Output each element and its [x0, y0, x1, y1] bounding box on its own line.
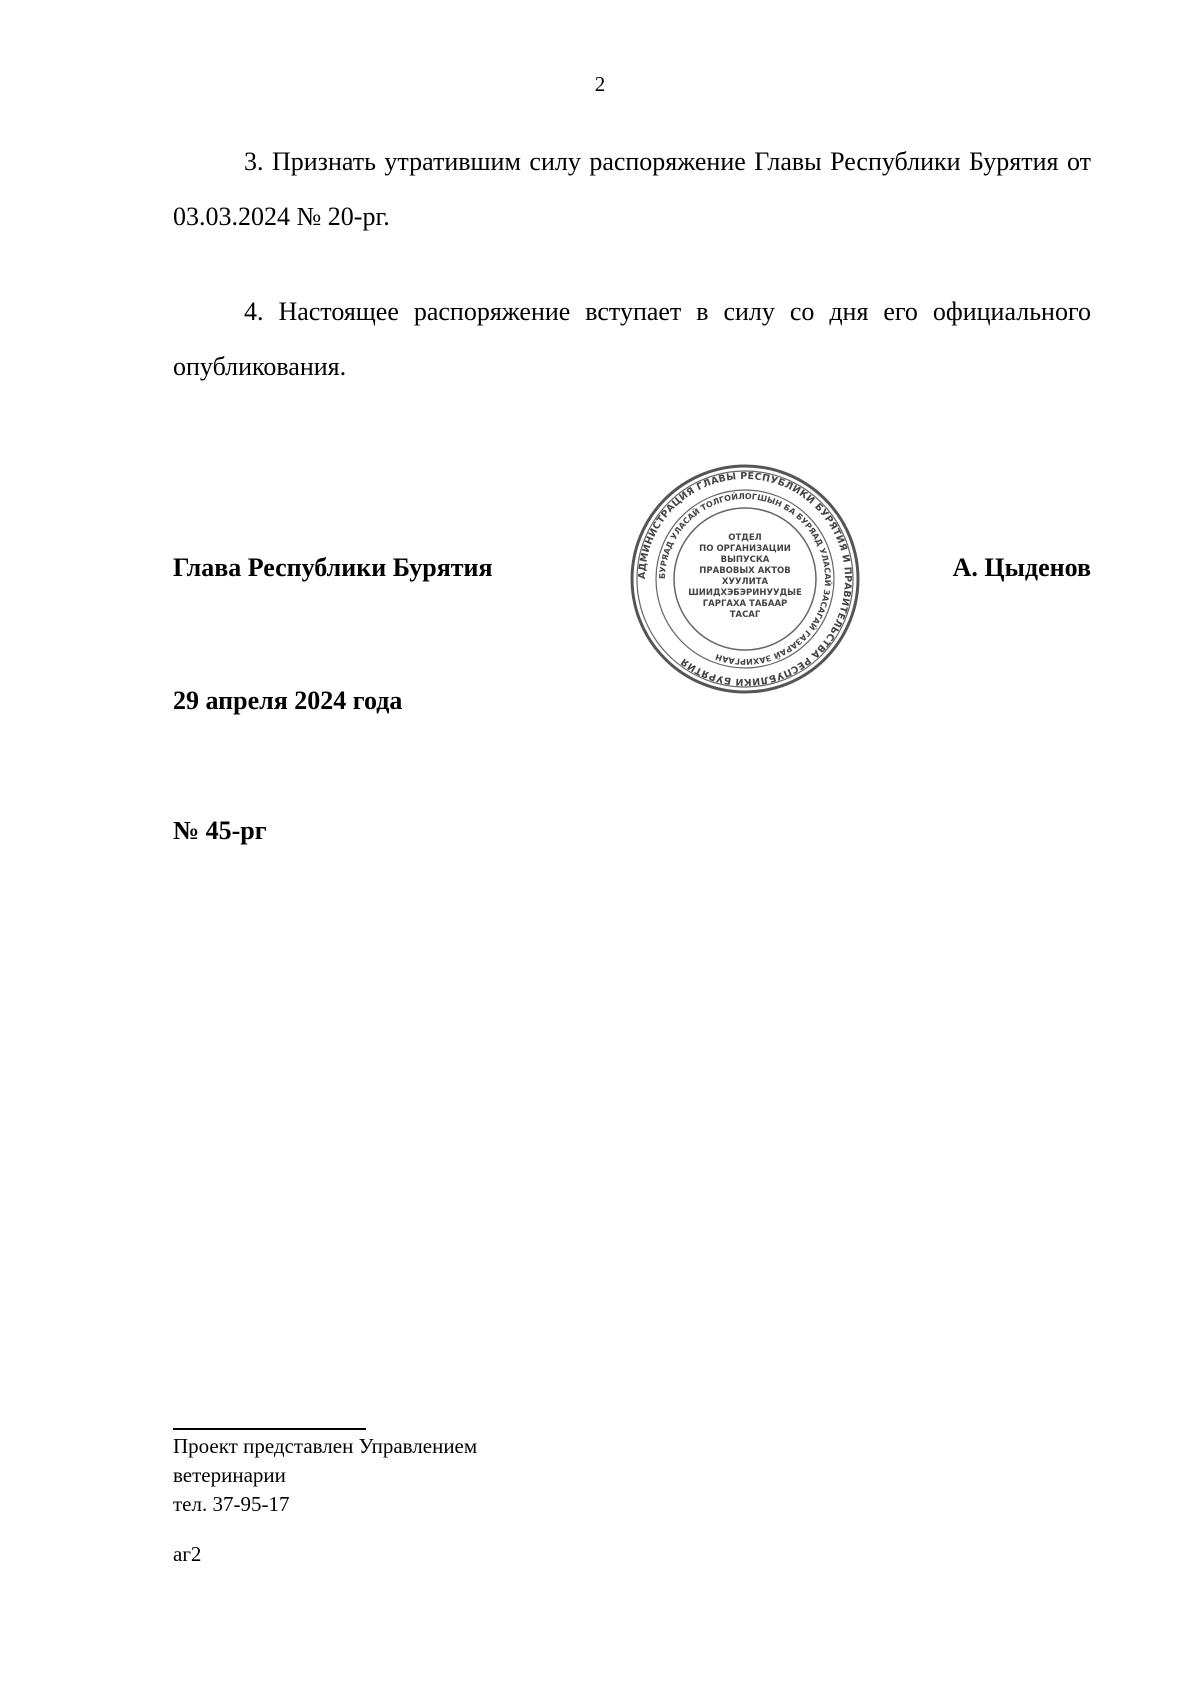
seal-line-4: ПРАВОВЫХ АКТОВ: [699, 566, 791, 576]
footnote-divider: [173, 1428, 366, 1430]
seal-line-8: ТАСАГ: [729, 610, 761, 620]
seal-line-2: ПО ОРГАНИЗАЦИИ: [699, 544, 791, 554]
signatory-title: Глава Республики Бурятия: [173, 553, 493, 582]
seal-line-7: ГАРГАХА ТАБААР: [702, 599, 788, 609]
seal-outer-text: АДМИНИСТРАЦИЯ ГЛАВЫ РЕСПУБЛИКИ БУРЯТИЯ И ПРАВИТЕЛЬСТВА РЕСПУБЛИКИ БУРЯТИЯ: [636, 470, 854, 688]
paragraph-4: 4. Настоящее распоряжение вступает в силу со дня его официального опубликования.: [173, 297, 1091, 381]
footnote-line-1: Проект представлен Управлением: [173, 1434, 478, 1458]
signatory-name: А. Цыденов: [952, 553, 1091, 582]
footnote-line-2: ветеринарии: [173, 1463, 286, 1487]
seal-line-5: ХУУЛИТА: [721, 577, 769, 587]
document-number: № 45-рг: [173, 816, 267, 845]
document-code: аг2: [173, 1542, 202, 1566]
seal-line-3: ВЫПУСКА: [720, 555, 770, 565]
footnote-line-3: тел. 37-95-17: [173, 1492, 290, 1516]
seal-line-1: ОТДЕЛ: [728, 533, 762, 543]
official-seal: [628, 462, 862, 696]
footnote: [173, 1432, 477, 1519]
seal-inner-ring-text: БУРЯАД УЛАСАЙ ТОЛГОЙЛОГШЫН БА БУРЯАД УЛАСАЙ ЗАСАГАЙ ГАЗАРАЙ ЗАХИРГААН: [657, 491, 833, 667]
seal-line-6: ШИИДХЭБЭРИНУУДЫЕ: [688, 588, 802, 598]
page-number: 2: [594, 72, 606, 96]
paragraph-3: 3. Признать утратившим силу распоряжение Главы Республики Бурятия от 03.03.2024 № 20-рг.: [173, 147, 1091, 231]
document-date: 29 апреля 2024 года: [173, 686, 403, 715]
